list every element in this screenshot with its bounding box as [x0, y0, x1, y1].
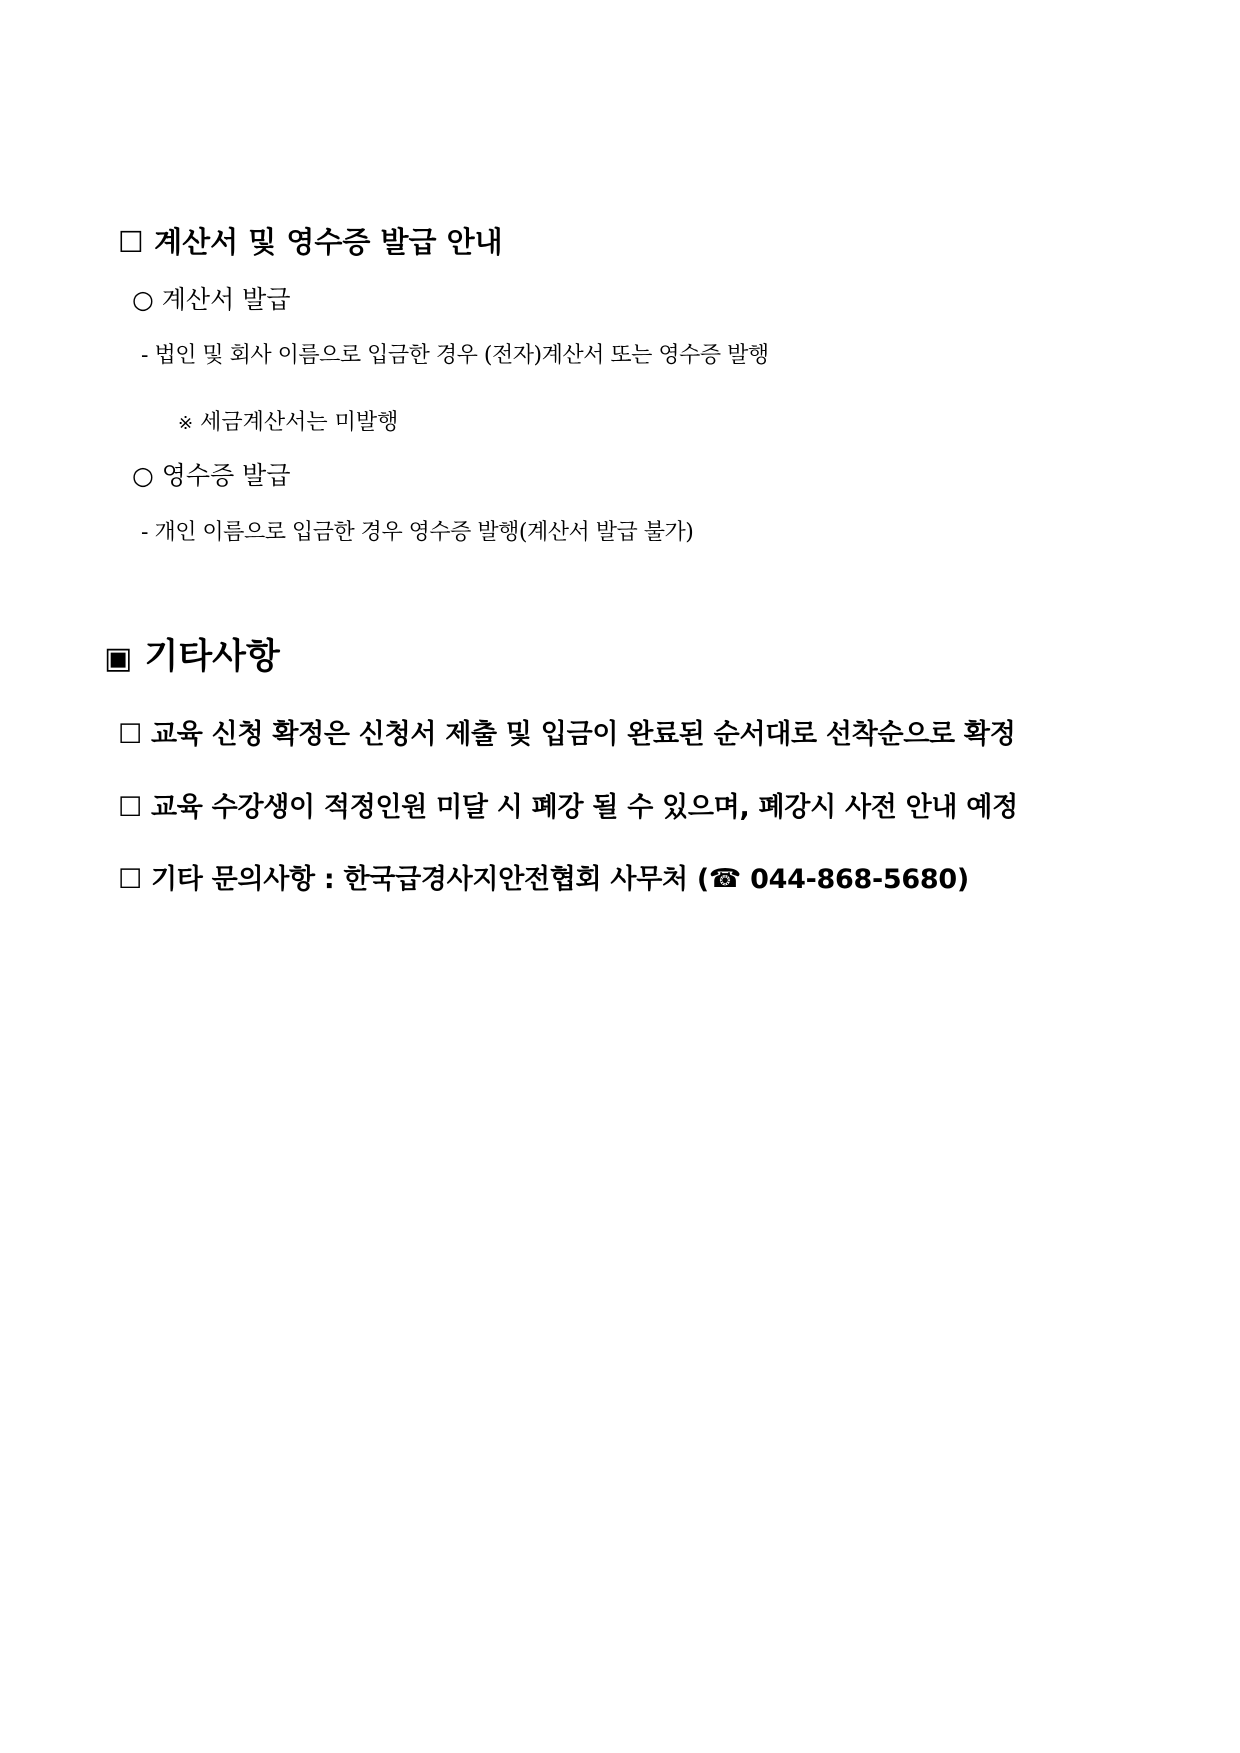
contact-text: 기타 문의사항 : 한국급경사지안전협회 사무처 (	[151, 864, 709, 895]
notice-item-text: 교육 신청 확정은 신청서 제출 및 입금이 완료된 순서대로 선착순으로 확정	[151, 719, 1016, 750]
section1-heading-text: 계산서 및 영수증 발급 안내	[154, 225, 503, 259]
checkbox-icon: ☐	[118, 792, 142, 823]
reference-mark-icon: ※	[178, 413, 194, 434]
subsection-receipt-title	[132, 463, 290, 488]
section2-heading-text: 기타사항	[144, 637, 280, 677]
invoice-note	[178, 412, 398, 434]
notice-item-contact	[118, 866, 969, 893]
notice-item-cancellation	[118, 794, 1018, 821]
section2-heading	[104, 637, 280, 677]
section1-heading	[118, 225, 503, 259]
notice-item-text: 교육 수강생이 적정인원 미달 시 폐강 될 수 있으며, 폐강시 사전 안내 예정	[151, 792, 1018, 823]
subsection-title-text: 영수증 발급	[161, 461, 291, 490]
telephone-icon: ☎	[708, 864, 742, 894]
circle-bullet-icon: ○	[132, 285, 154, 314]
phone-number: 044-868-5680	[750, 864, 957, 895]
checkbox-icon: ☐	[118, 719, 142, 750]
dash-marker: -	[141, 343, 148, 368]
circle-bullet-icon: ○	[132, 461, 154, 490]
invoice-detail	[141, 345, 769, 367]
checkbox-icon: ☐	[118, 864, 142, 895]
invoice-note-text: 세금계산서는 미발행	[200, 410, 399, 435]
receipt-detail	[141, 522, 693, 544]
filled-square-box-icon: ▣	[104, 641, 133, 676]
dash-marker: -	[141, 520, 148, 545]
invoice-detail-text: 법인 및 회사 이름으로 입금한 경우 (전자)계산서 또는 영수증 발행	[154, 343, 769, 368]
receipt-detail-text: 개인 이름으로 입금한 경우 영수증 발행(계산서 발급 불가)	[154, 520, 694, 545]
notice-item-confirmation	[118, 721, 1015, 748]
subsection-title-text: 계산서 발급	[161, 285, 291, 314]
contact-text-end: )	[956, 864, 969, 895]
checkbox-icon: ☐	[118, 225, 144, 259]
subsection-invoice-title	[132, 287, 290, 312]
